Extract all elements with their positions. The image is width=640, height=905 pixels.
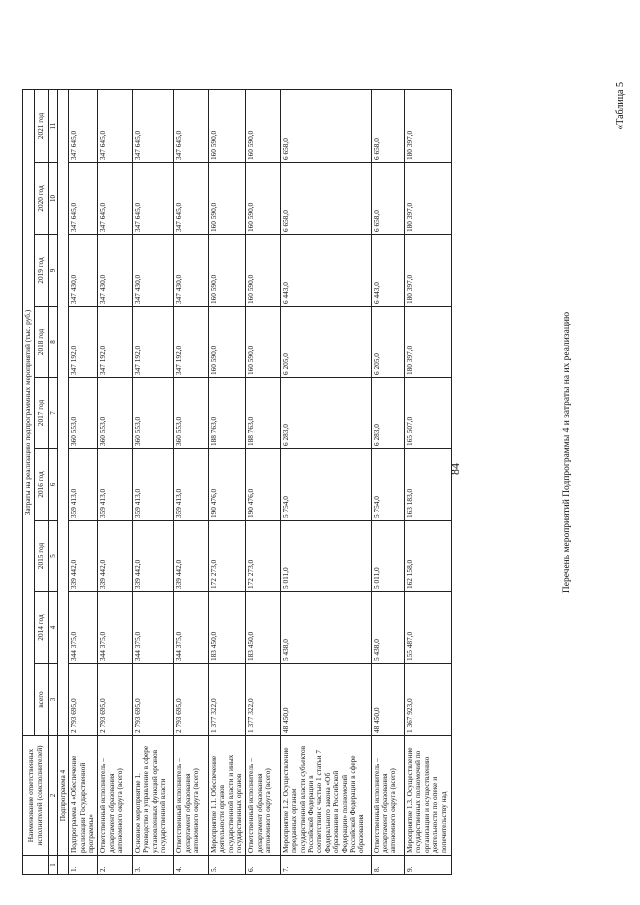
row-year-value: 347 645,0 xyxy=(174,89,209,162)
column-number: 3 xyxy=(49,664,58,736)
table-row xyxy=(132,89,174,874)
row-total: 1 367 923,0 xyxy=(405,664,452,736)
row-year-value: 347 430,0 xyxy=(132,235,174,307)
row-total: 1 377 322,0 xyxy=(209,664,246,736)
row-year-value: 6 658,0 xyxy=(371,89,405,162)
row-year-value: 347 645,0 xyxy=(98,89,133,162)
header-name: Наименование ответственных исполнителей (соисполнителей) xyxy=(23,736,49,856)
row-year-value: 360 553,0 xyxy=(69,378,98,449)
row-year-value: 5 754,0 xyxy=(280,449,371,521)
column-number: 1 xyxy=(49,856,58,875)
table-row xyxy=(280,89,371,874)
subprogram-row xyxy=(58,89,69,874)
row-name: Мероприятие 1.1. Обеспечение деятельности органов государственной власти и иных государственных органов xyxy=(209,736,246,856)
row-year-value: 347 645,0 xyxy=(174,163,209,235)
row-year-value: 359 413,0 xyxy=(132,449,174,521)
row-index: 8. xyxy=(371,856,405,875)
row-year-value: 160 590,0 xyxy=(246,163,281,235)
row-year-value: 344 375,0 xyxy=(98,592,133,664)
row-year-value: 6 443,0 xyxy=(280,235,371,307)
row-total: 2 793 695,0 xyxy=(98,664,133,736)
row-year-value: 347 645,0 xyxy=(132,89,174,162)
table-reference: «Таблица 5 xyxy=(615,82,626,130)
column-number: 11 xyxy=(49,89,58,162)
column-number: 2 xyxy=(49,736,58,856)
table-row xyxy=(98,89,133,874)
row-year-value: 5 011,0 xyxy=(371,521,405,592)
row-year-value: 5 438,0 xyxy=(280,592,371,664)
row-year-value: 347 430,0 xyxy=(174,235,209,307)
row-name: Ответственный исполнитель – департамент образования автономного округа (всего) xyxy=(98,736,133,856)
row-year-value: 162 158,0 xyxy=(405,521,452,592)
row-year-value: 347 430,0 xyxy=(69,235,98,307)
row-year-value: 360 553,0 xyxy=(132,378,174,449)
activities-table xyxy=(22,89,452,875)
row-index: 7. xyxy=(280,856,371,875)
row-year-value: 160 590,0 xyxy=(209,235,246,307)
row-year-value: 360 553,0 xyxy=(98,378,133,449)
row-total: 2 793 695,0 xyxy=(69,664,98,736)
header-costs: Затраты на реализацию подпрограммных мероприятий (тыс. руб.) xyxy=(23,89,35,735)
header-year-2015: 2015 год xyxy=(35,521,49,592)
column-number: 7 xyxy=(49,378,58,449)
row-year-value: 155 487,0 xyxy=(405,592,452,664)
row-year-value: 5 011,0 xyxy=(280,521,371,592)
row-year-value: 5 438,0 xyxy=(371,592,405,664)
column-number: 4 xyxy=(49,592,58,664)
row-year-value: 347 192,0 xyxy=(132,307,174,378)
row-year-value: 180 397,0 xyxy=(405,307,452,378)
row-index: 4. xyxy=(174,856,209,875)
row-total: 2 793 695,0 xyxy=(132,664,174,736)
header-year-2017: 2017 год xyxy=(35,378,49,449)
table-row xyxy=(246,89,281,874)
row-index: 5. xyxy=(209,856,246,875)
row-year-value: 180 397,0 xyxy=(405,163,452,235)
header-year-2016: 2016 год xyxy=(35,449,49,521)
row-total: 2 793 695,0 xyxy=(174,664,209,736)
row-year-value: 359 413,0 xyxy=(174,449,209,521)
row-year-value: 347 645,0 xyxy=(69,163,98,235)
row-index: 9. xyxy=(405,856,452,875)
row-year-value: 6 658,0 xyxy=(371,163,405,235)
row-name: Ответственный исполнитель – департамент образования автономного округа (всего) xyxy=(371,736,405,856)
row-year-value: 359 413,0 xyxy=(98,449,133,521)
row-year-value: 6 205,0 xyxy=(280,307,371,378)
column-number: 5 xyxy=(49,521,58,592)
column-number: 8 xyxy=(49,307,58,378)
table-row xyxy=(69,89,98,874)
row-index: 1. xyxy=(69,856,98,875)
row-year-value: 6 205,0 xyxy=(371,307,405,378)
row-year-value: 347 645,0 xyxy=(69,89,98,162)
row-year-value: 160 590,0 xyxy=(246,89,281,162)
row-year-value: 160 590,0 xyxy=(246,307,281,378)
row-year-value: 360 553,0 xyxy=(174,378,209,449)
row-year-value: 190 476,0 xyxy=(209,449,246,521)
row-year-value: 6 283,0 xyxy=(371,378,405,449)
row-name: Мероприятие 1.3. Осуществление государственных полномочий по организации и осуществлению деятельности по опеке и попечительству над xyxy=(405,736,452,856)
row-year-value: 344 375,0 xyxy=(69,592,98,664)
table-title: Перечень мероприятий Подпрограммы 4 и затраты на их реализацию xyxy=(562,311,572,594)
row-year-value: 344 375,0 xyxy=(132,592,174,664)
row-year-value: 5 754,0 xyxy=(371,449,405,521)
header-year-2019: 2019 год xyxy=(35,235,49,307)
column-numbers-row xyxy=(49,89,58,874)
row-year-value: 347 645,0 xyxy=(132,163,174,235)
row-index: 2. xyxy=(98,856,133,875)
column-number: 6 xyxy=(49,449,58,521)
table-row xyxy=(371,89,405,874)
row-year-value: 6 658,0 xyxy=(280,163,371,235)
row-year-value: 347 192,0 xyxy=(98,307,133,378)
column-number: 10 xyxy=(49,163,58,235)
row-name: Основное мероприятие 1. Руководство и управление в сфере установленных функций органов государственной власти xyxy=(132,736,174,856)
row-name: Мероприятие 1.2. Осуществление переданных органам государственной власти субъектов Российской Федерации в соответствии с частью 1 статьи 7 Федерального закона «Об образовании в Российской Федерации» полномочий Российской Федерации в сфере образования xyxy=(280,736,371,856)
row-year-value: 347 192,0 xyxy=(174,307,209,378)
row-index: 6. xyxy=(246,856,281,875)
row-year-value: 183 450,0 xyxy=(209,592,246,664)
row-year-value: 160 590,0 xyxy=(209,89,246,162)
row-year-value: 160 590,0 xyxy=(209,307,246,378)
header-total: всего xyxy=(35,664,49,736)
row-year-value: 347 645,0 xyxy=(98,163,133,235)
row-year-value: 344 375,0 xyxy=(174,592,209,664)
row-year-value: 180 397,0 xyxy=(405,235,452,307)
row-name: Подпрограмма 4 «Обеспечение реализации Государственной программы» xyxy=(69,736,98,856)
row-index: 3. xyxy=(132,856,174,875)
table-row xyxy=(174,89,209,874)
row-year-value: 160 590,0 xyxy=(209,163,246,235)
row-year-value: 172 273,0 xyxy=(209,521,246,592)
column-number: 9 xyxy=(49,235,58,307)
table-row xyxy=(209,89,246,874)
row-year-value: 339 442,0 xyxy=(69,521,98,592)
header-year-2020: 2020 год xyxy=(35,163,49,235)
row-year-value: 339 442,0 xyxy=(132,521,174,592)
table-row xyxy=(405,89,452,874)
header-index xyxy=(23,856,49,875)
row-year-value: 339 442,0 xyxy=(98,521,133,592)
row-total: 1 377 322,0 xyxy=(246,664,281,736)
row-name: Ответственный исполнитель – департамент образования автономного округа (всего) xyxy=(246,736,281,856)
row-name: Ответственный исполнитель – департамент образования автономного округа (всего) xyxy=(174,736,209,856)
row-year-value: 347 430,0 xyxy=(98,235,133,307)
header-year-2014: 2014 год xyxy=(35,592,49,664)
row-year-value: 183 450,0 xyxy=(246,592,281,664)
row-year-value: 6 658,0 xyxy=(280,89,371,162)
row-year-value: 6 283,0 xyxy=(280,378,371,449)
page-number: 84 xyxy=(448,463,462,475)
row-year-value: 188 763,0 xyxy=(209,378,246,449)
subprogram-label: Подпрограмма 4 xyxy=(58,736,69,856)
row-total: 48 450,0 xyxy=(371,664,405,736)
row-year-value: 188 763,0 xyxy=(246,378,281,449)
row-year-value: 165 507,0 xyxy=(405,378,452,449)
row-year-value: 339 442,0 xyxy=(174,521,209,592)
row-year-value: 160 590,0 xyxy=(246,235,281,307)
header-year-2018: 2018 год xyxy=(35,307,49,378)
header-year-2021: 2021 год xyxy=(35,89,49,162)
row-year-value: 163 183,0 xyxy=(405,449,452,521)
row-year-value: 359 413,0 xyxy=(69,449,98,521)
row-total: 48 450,0 xyxy=(280,664,371,736)
table-body xyxy=(69,89,452,874)
row-year-value: 347 192,0 xyxy=(69,307,98,378)
row-year-value: 6 443,0 xyxy=(371,235,405,307)
row-year-value: 180 397,0 xyxy=(405,89,452,162)
row-year-value: 190 476,0 xyxy=(246,449,281,521)
row-year-value: 172 273,0 xyxy=(246,521,281,592)
